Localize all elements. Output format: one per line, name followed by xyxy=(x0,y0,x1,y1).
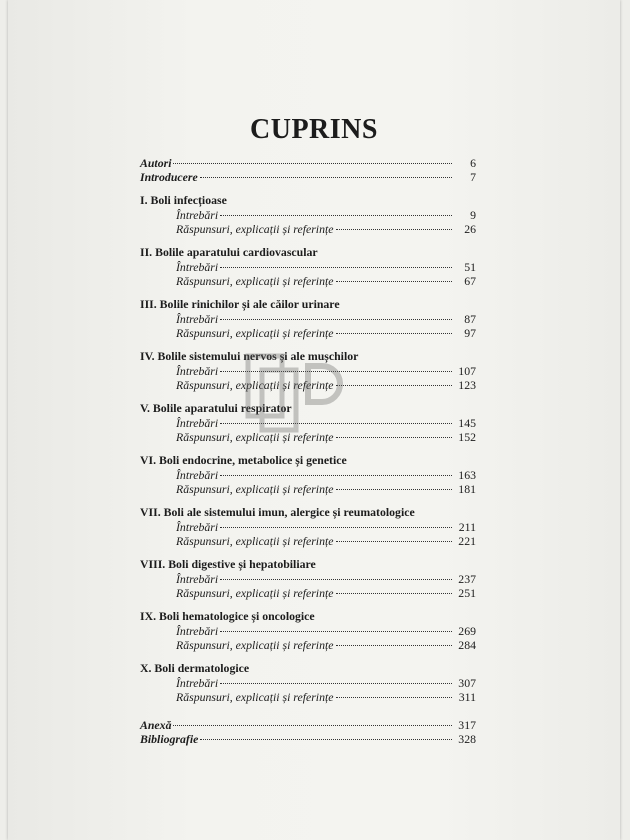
toc-label: Întrebări xyxy=(176,260,219,274)
dot-leader xyxy=(336,384,453,386)
toc-subentry xyxy=(140,222,476,236)
toc-page-number: 221 xyxy=(458,534,476,548)
toc-label: Anexă xyxy=(140,718,172,732)
toc-page-number: 317 xyxy=(458,718,476,732)
toc-label: IX. Boli hematologice și oncologice xyxy=(140,609,315,623)
toc-label: Răspunsuri, explicații și referințe xyxy=(176,638,334,652)
dot-leader xyxy=(220,578,452,580)
toc-label: Întrebări xyxy=(176,468,219,482)
toc-label: Întrebări xyxy=(176,364,219,378)
toc-label: VI. Boli endocrine, metabolice și genetice xyxy=(140,453,347,467)
toc-page-number: 97 xyxy=(464,326,476,340)
toc-page-number: 163 xyxy=(458,468,476,482)
toc-chapter xyxy=(140,452,476,468)
toc-label: Întrebări xyxy=(176,416,219,430)
toc-subentry xyxy=(140,676,476,690)
toc-label: Întrebări xyxy=(176,676,219,690)
toc-page-number: 67 xyxy=(464,274,476,288)
toc-label: Răspunsuri, explicații și referințe xyxy=(176,326,334,340)
toc-label: VII. Boli ale sistemului imun, alergice și reumatologice xyxy=(140,505,415,519)
toc-subentry xyxy=(140,208,476,222)
dot-leader xyxy=(220,474,452,476)
toc-page-number: 211 xyxy=(458,520,476,534)
toc-label: II. Bolile aparatului cardiovascular xyxy=(140,245,318,259)
spacer xyxy=(140,340,476,348)
toc-page-number: 51 xyxy=(464,260,476,274)
dot-leader xyxy=(200,738,452,740)
toc-label: Răspunsuri, explicații și referințe xyxy=(176,430,334,444)
toc-subentry xyxy=(140,260,476,274)
spacer xyxy=(140,288,476,296)
toc-page-number: 123 xyxy=(458,378,476,392)
toc-page-number: 251 xyxy=(458,586,476,600)
toc-chapter xyxy=(140,244,476,260)
toc-page-number: 328 xyxy=(458,732,476,746)
toc-label: Răspunsuri, explicații și referințe xyxy=(176,378,334,392)
toc-chapter xyxy=(140,556,476,572)
toc-subentry xyxy=(140,364,476,378)
toc-subentry xyxy=(140,326,476,340)
toc-label: IV. Bolile sistemului nervos și ale mușchilor xyxy=(140,349,359,363)
page-title: CUPRINS xyxy=(250,114,378,145)
spacer xyxy=(140,548,476,556)
dot-leader xyxy=(220,318,452,320)
toc-subentry xyxy=(140,690,476,704)
toc-subentry xyxy=(140,312,476,326)
toc-chapter xyxy=(140,348,476,364)
toc-label: Întrebări xyxy=(176,572,219,586)
toc-page-number: 311 xyxy=(458,690,476,704)
toc-label: Răspunsuri, explicații și referințe xyxy=(176,690,334,704)
toc-chapter xyxy=(140,504,476,520)
toc-label: Întrebări xyxy=(176,520,219,534)
toc-label: V. Bolile aparatului respirator xyxy=(140,401,292,415)
toc-label: Răspunsuri, explicații și referințe xyxy=(176,274,334,288)
toc-chapter xyxy=(140,660,476,676)
book-page xyxy=(8,0,620,840)
dot-leader xyxy=(220,422,452,424)
dot-leader xyxy=(336,436,453,438)
toc-subentry xyxy=(140,378,476,392)
dot-leader xyxy=(336,592,453,594)
toc-subentry xyxy=(140,430,476,444)
spacer xyxy=(140,184,476,192)
toc-page-number: 7 xyxy=(470,170,476,184)
spacer xyxy=(140,496,476,504)
toc-subentry xyxy=(140,468,476,482)
toc-subentry xyxy=(140,520,476,534)
toc-subentry xyxy=(140,482,476,496)
dot-leader xyxy=(220,370,452,372)
toc-label: X. Boli dermatologice xyxy=(140,661,250,675)
dot-leader xyxy=(220,526,452,528)
dot-leader xyxy=(173,162,452,164)
toc-page-number: 284 xyxy=(458,638,476,652)
toc-subentry xyxy=(140,586,476,600)
toc-label: Întrebări xyxy=(176,624,219,638)
toc-entry xyxy=(140,170,476,184)
toc-entry xyxy=(140,156,476,170)
dot-leader xyxy=(173,724,452,726)
toc-label: Introducere xyxy=(140,170,198,184)
spacer xyxy=(140,236,476,244)
spacer xyxy=(140,600,476,608)
toc-page-number: 6 xyxy=(470,156,476,170)
toc-page-number: 9 xyxy=(470,208,476,222)
spacer xyxy=(140,444,476,452)
toc-subentry xyxy=(140,638,476,652)
toc-label: Întrebări xyxy=(176,312,219,326)
toc-chapter xyxy=(140,192,476,208)
toc-label: Răspunsuri, explicații și referințe xyxy=(176,222,334,236)
toc-entry xyxy=(140,718,476,732)
toc-label: Răspunsuri, explicații și referințe xyxy=(176,586,334,600)
toc-chapter xyxy=(140,296,476,312)
table-of-contents xyxy=(140,156,476,746)
toc-entry xyxy=(140,732,476,746)
dot-leader xyxy=(336,644,453,646)
spacer xyxy=(140,652,476,660)
toc-label: Bibliografie xyxy=(140,732,199,746)
dot-leader xyxy=(220,630,452,632)
toc-page-number: 145 xyxy=(458,416,476,430)
toc-subentry xyxy=(140,572,476,586)
toc-label: I. Boli infecțioase xyxy=(140,193,227,207)
dot-leader xyxy=(220,266,452,268)
toc-subentry xyxy=(140,416,476,430)
toc-page-number: 87 xyxy=(464,312,476,326)
dot-leader xyxy=(220,682,452,684)
toc-label: Răspunsuri, explicații și referințe xyxy=(176,482,334,496)
toc-subentry xyxy=(140,624,476,638)
dot-leader xyxy=(336,228,453,230)
toc-page-number: 269 xyxy=(458,624,476,638)
dot-leader xyxy=(336,280,453,282)
toc-chapter xyxy=(140,400,476,416)
dot-leader xyxy=(336,696,453,698)
dot-leader xyxy=(336,540,453,542)
toc-page-number: 181 xyxy=(458,482,476,496)
dot-leader xyxy=(220,214,452,216)
toc-label: III. Bolile rinichilor și ale căilor urinare xyxy=(140,297,340,311)
dot-leader xyxy=(336,332,453,334)
toc-label: VIII. Boli digestive și hepatobiliare xyxy=(140,557,316,571)
spacer xyxy=(140,704,476,718)
toc-chapter xyxy=(140,608,476,624)
toc-label: Autori xyxy=(140,156,172,170)
toc-page-number: 307 xyxy=(458,676,476,690)
toc-page-number: 107 xyxy=(458,364,476,378)
toc-page-number: 237 xyxy=(458,572,476,586)
toc-subentry xyxy=(140,534,476,548)
toc-label: Răspunsuri, explicații și referințe xyxy=(176,534,334,548)
toc-page-number: 26 xyxy=(464,222,476,236)
dot-leader xyxy=(200,176,452,178)
toc-label: Întrebări xyxy=(176,208,219,222)
spacer xyxy=(140,392,476,400)
dot-leader xyxy=(336,488,453,490)
toc-page-number: 152 xyxy=(458,430,476,444)
toc-subentry xyxy=(140,274,476,288)
